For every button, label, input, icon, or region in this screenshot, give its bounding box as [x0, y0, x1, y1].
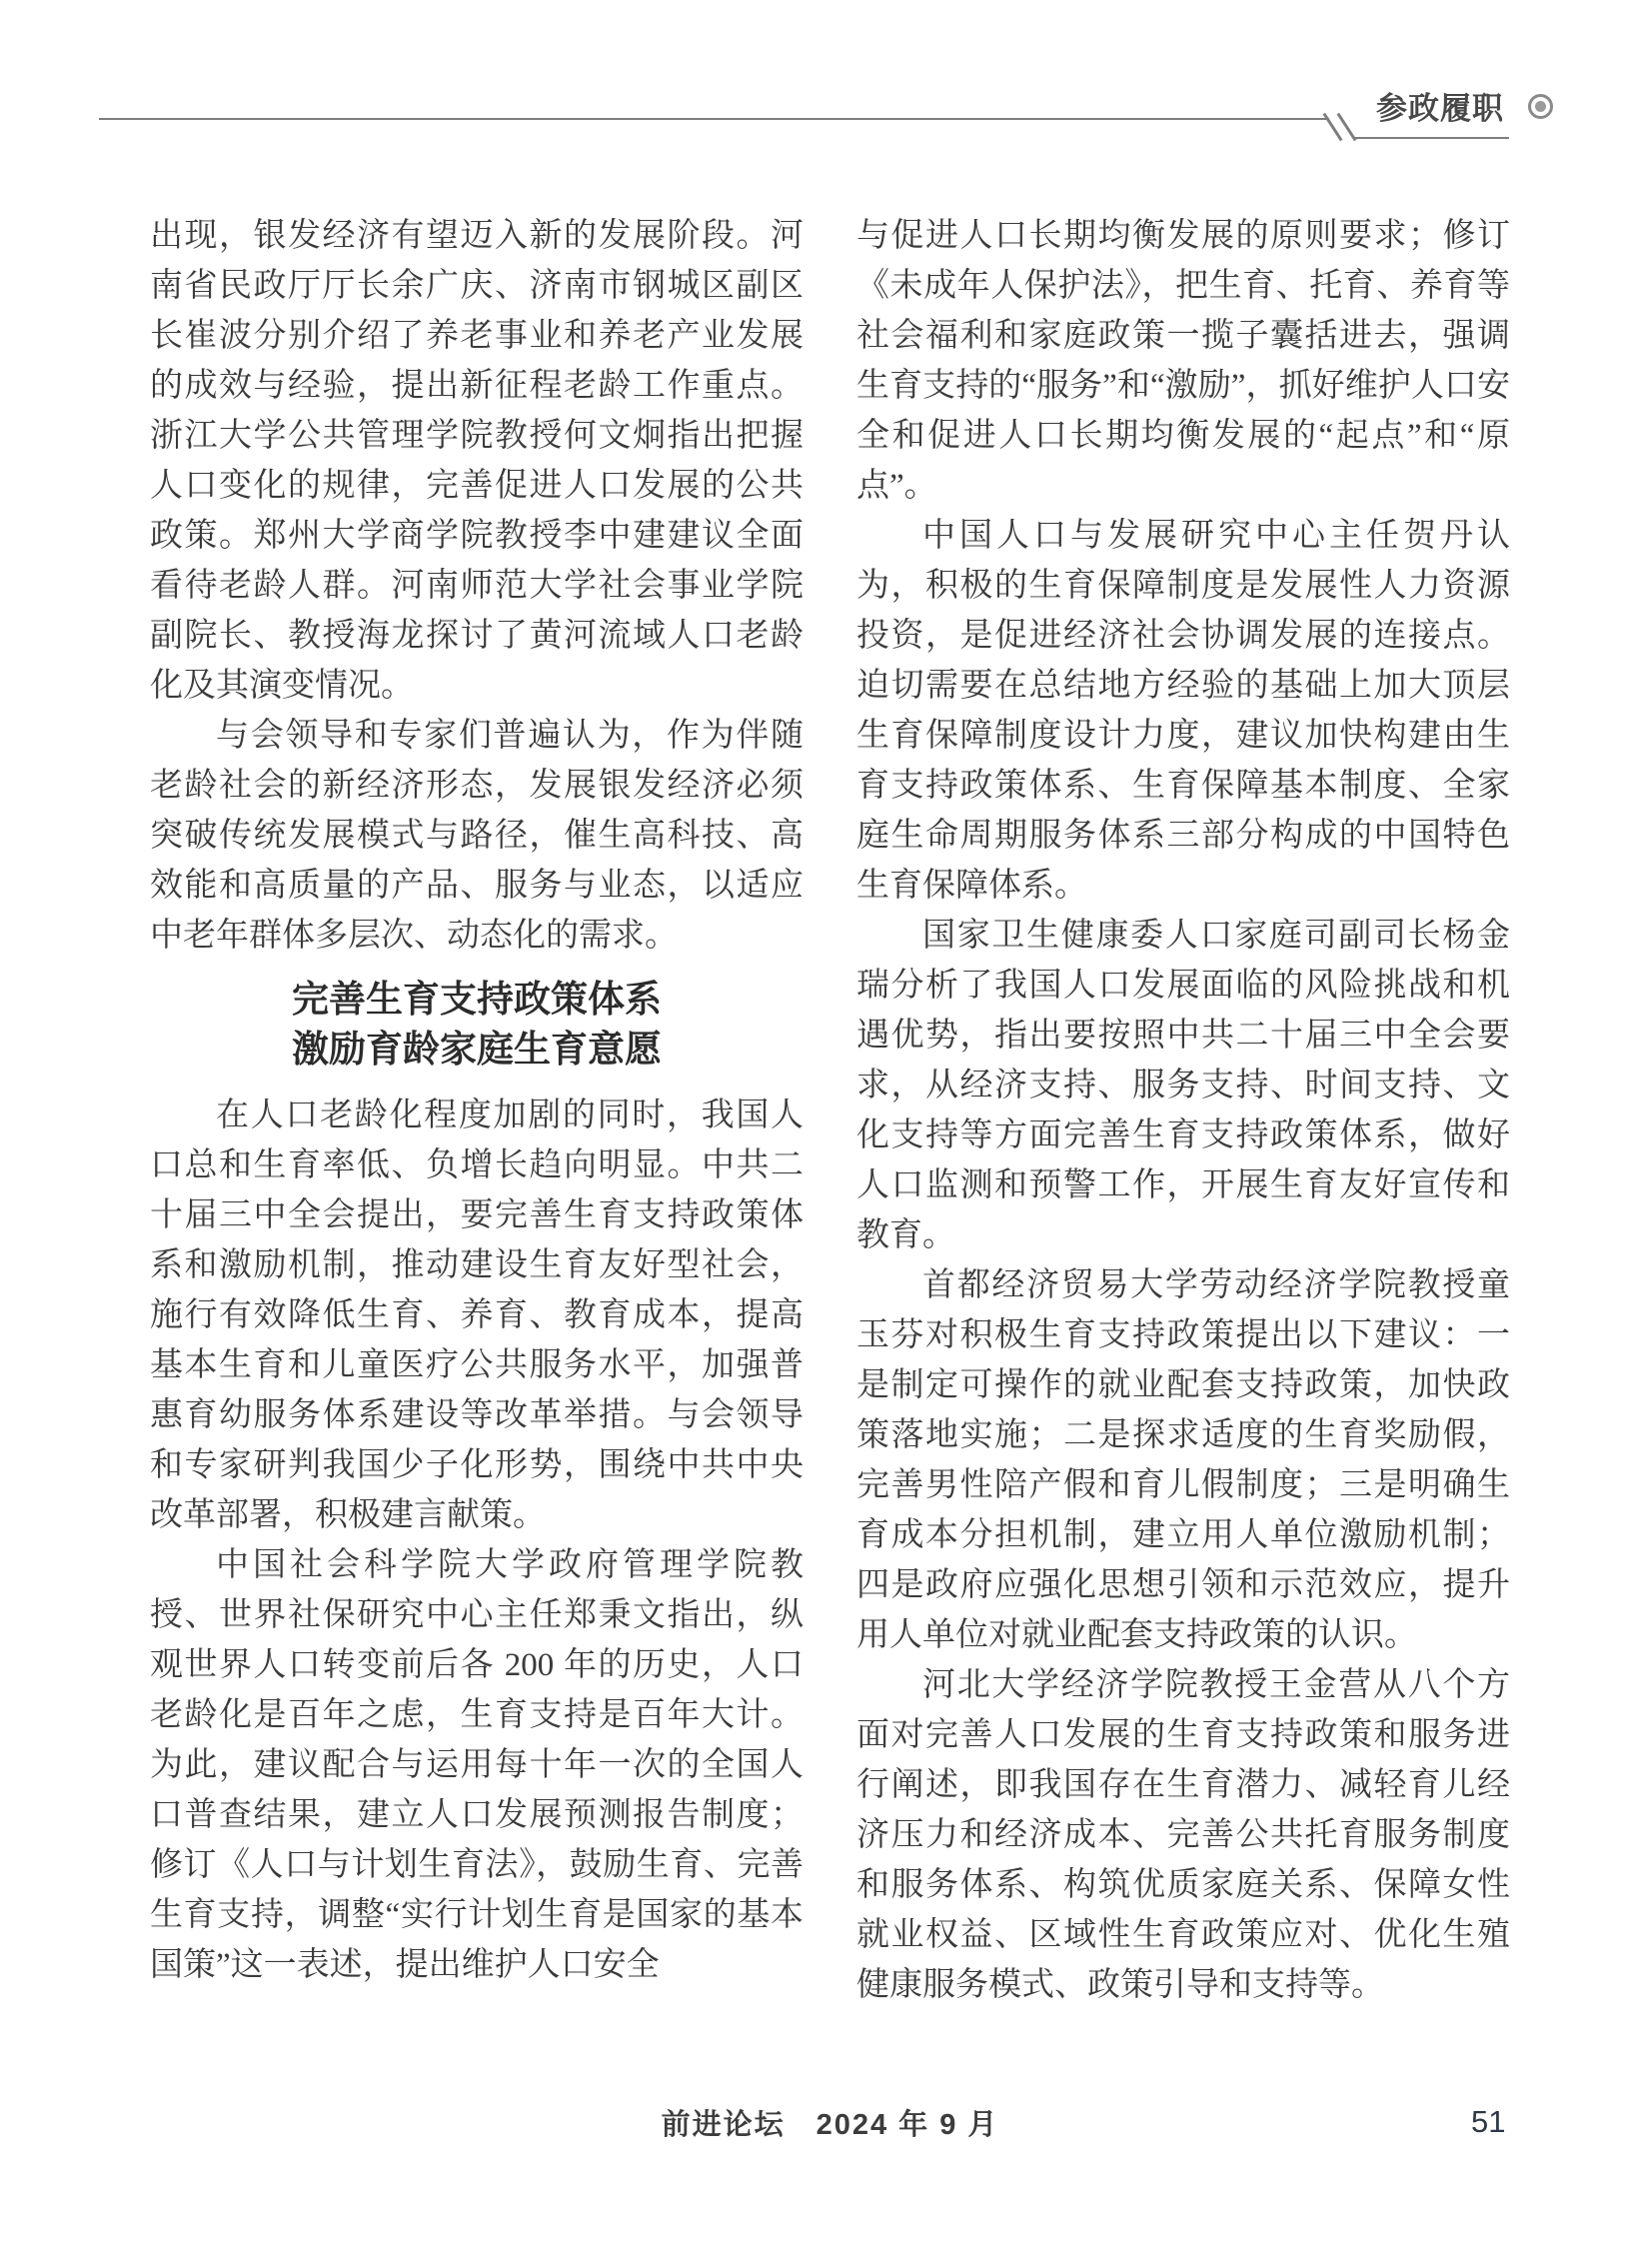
section-label: 参政履职 — [1376, 91, 1504, 126]
paragraph: 中国社会科学院大学政府管理学院教授、世界社保研究中心主任郑秉文指出，纵观世界人口转变前后各 200 年的历史，人口老龄化是百年之虑，生育支持是百年大计。为此，建议配合与运用每十年一次的全国人口普查结果，建立人口发展预测报告制度；修订《人口与计划生育法》，鼓励生育、完善生育支持，调整“实行计划生育是国家的基本国策”这一表述，提出维护人口安全 — [150, 1547, 804, 1983]
section-heading-line: 激励育龄家庭生育意愿 — [292, 1029, 662, 1070]
header-rule-under-label — [1355, 137, 1509, 139]
paragraph: 与会领导和专家们普遍认为，作为伴随老龄社会的新经济形态，发展银发经济必须突破传统发展模式与路径，催生高科技、高效能和高质量的产品、服务与业态，以适应中老年群体多层次、动态化的需求。 — [150, 718, 804, 954]
journal-footer: 前进论坛 2024 年 9 月 — [661, 2109, 999, 2141]
paragraph: 中国人口与发展研究中心主任贺丹认为，积极的生育保障制度是发展性人力资源投资，是促进经济社会协调发展的连接点。迫切需要在总结地方经验的基础上加大顶层生育保障制度设计力度，建议加快构建由生育支持政策体系、生育保障基本制度、全家庭生命周期服务体系三部分构成的中国特色生育保障体系。 — [856, 518, 1510, 904]
paragraph: 国家卫生健康委人口家庭司副司长杨金瑞分析了我国人口发展面临的风险挑战和机遇优势，指出要按照中共二十届三中全会要求，从经济支持、服务支持、时间支持、文化支持等方面完善生育支持政策体系，做好人口监测和预警工作，开展生育友好宣传和教育。 — [856, 918, 1510, 1253]
page-number: 51 — [1471, 2104, 1506, 2139]
section-heading-line: 完善生育支持政策体系 — [292, 979, 662, 1020]
bullseye-icon — [1528, 94, 1553, 119]
section-heading — [150, 975, 804, 1075]
right-column — [856, 211, 1510, 2010]
paragraph: 在人口老龄化程度加剧的同时，我国人口总和生育率低、负增长趋向明显。中共二十届三中全会提出，要完善生育支持政策体系和激励机制，推动建设生育友好型社会，施行有效降低生育、养育、教育成本，提高基本生育和儿童医疗公共服务水平，加强普惠育幼服务体系建设等改革举措。与会领导和专家研判我国少子化形势，围绕中共中央改革部署，积极建言献策。 — [150, 1098, 804, 1533]
paragraph: 出现，银发经济有望迈入新的发展阶段。河南省民政厅厅长余广庆、济南市钢城区副区长崔波分别介绍了养老事业和养老产业发展的成效与经验，提出新征程老龄工作重点。浙江大学公共管理学院教授何文炯指出把握人口变化的规律，完善促进人口发展的公共政策。郑州大学商学院教授李中建建议全面看待老龄人群。河南师范大学社会事业学院副院长、教授海龙探讨了黄河流域人口老龄化及其演变情况。 — [150, 218, 804, 704]
paragraph: 河北大学经济学院教授王金营从八个方面对完善人口发展的生育支持政策和服务进行阐述，即我国存在生育潜力、减轻育儿经济压力和经济成本、完善公共托育服务制度和服务体系、构筑优质家庭关系、保障女性就业权益、区域性生育政策应对、优化生殖健康服务模式、政策引导和支持等。 — [856, 1667, 1510, 2003]
left-column — [150, 211, 804, 1990]
header-rule-main — [99, 118, 1329, 120]
paragraph: 首都经济贸易大学劳动经济学院教授童玉芬对积极生育支持政策提出以下建议：一是制定可操作的就业配套支持政策，加快政策落地实施；二是探求适度的生育奖励假，完善男性陪产假和育儿假制度；三是明确生育成本分担机制，建立用人单位激励机制；四是政府应强化思想引领和示范效应，提升用人单位对就业配套支持政策的认识。 — [856, 1267, 1510, 1653]
paragraph: 与促进人口长期均衡发展的原则要求；修订《未成年人保护法》，把生育、托育、养育等社会福利和家庭政策一揽子囊括进去，强调生育支持的“服务”和“激励”，抓好维护人口安全和促进人口长期均衡发展的“起点”和“原点”。 — [856, 218, 1510, 504]
